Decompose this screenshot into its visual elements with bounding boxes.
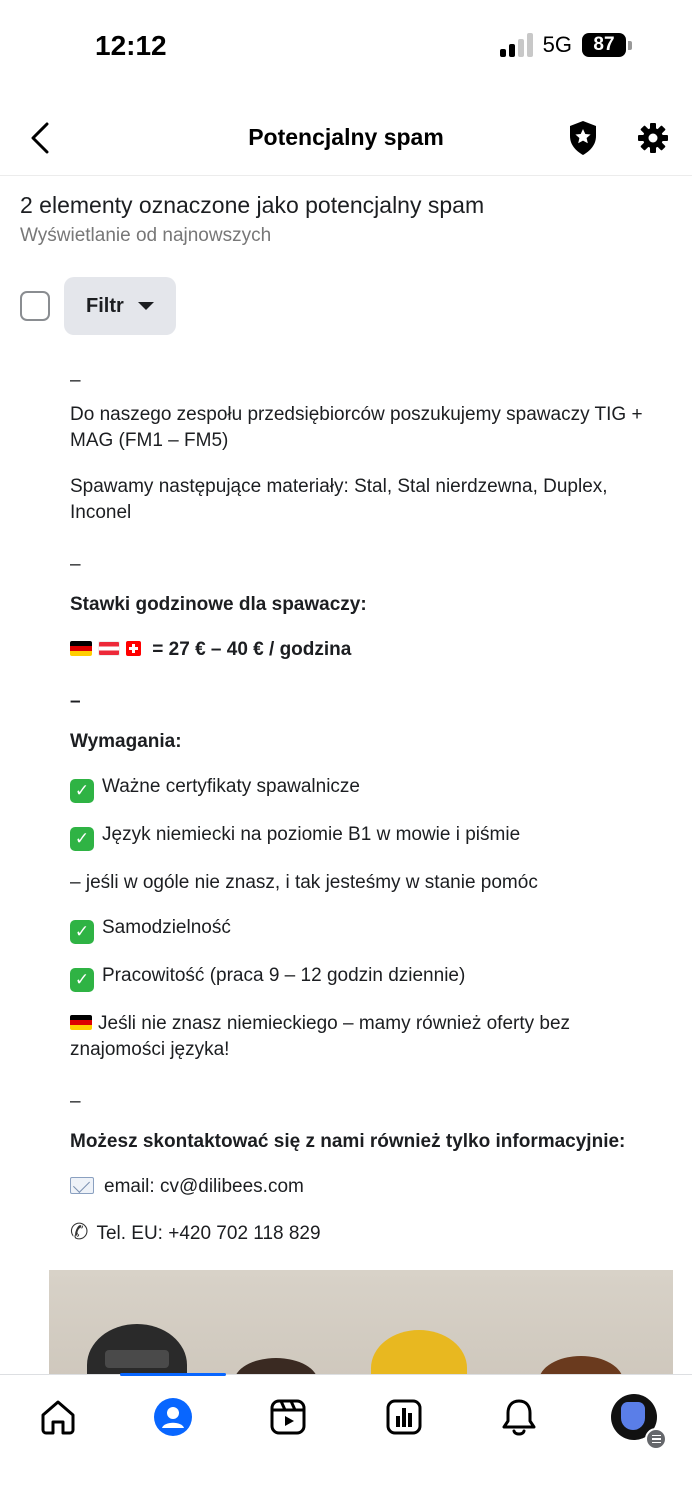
top-bar [0,100,692,176]
spam-summary [20,192,484,247]
requirement-item [70,963,670,992]
privacy-shortcut-button[interactable] [564,118,602,158]
nav-friends[interactable] [143,1393,203,1441]
summary-title: 2 elementy oznaczone jako potencjalny spam [20,192,485,218]
reels-icon [269,1398,307,1436]
germany-flag-icon [70,1015,92,1030]
signal-icon [500,33,533,57]
settings-button[interactable] [634,118,672,158]
rates-value: = 27 € – 40 € / godzina [152,639,352,660]
phone-text: Tel. EU: +420 702 118 829 [96,1223,321,1244]
requirement-item [70,822,670,851]
profile-avatar [611,1394,657,1440]
network-type: 5G [542,32,572,57]
requirement-text: Ważne certyfikaty spawalnicze [102,776,361,797]
battery-level: 87 [582,33,626,57]
status-indicators [500,32,632,58]
no-german-text: Jeśli nie znasz niemieckiego – mamy również oferty bez znajomości języka! [70,1013,571,1060]
bottom-navigation [0,1374,692,1500]
austria-flag-icon [98,641,120,656]
professional-dashboard-icon [385,1398,423,1436]
nav-professional-dashboard[interactable] [374,1393,434,1441]
requirement-note: – jeśli w ogóle nie znasz, i tak jesteśmy w stanie pomóc [70,872,538,893]
welder-helmet-figure [87,1324,187,1376]
contact-email [70,1174,670,1200]
post-materials: Spawamy następujące materiały: Stal, Stal nierdzewna, Duplex, Inconel [70,476,608,523]
requirement-text: Samodzielność [102,917,231,938]
switzerland-flag-icon [126,641,141,656]
shield-star-icon [567,120,599,156]
nav-profile-menu[interactable] [604,1393,664,1441]
filter-label: Filtr [86,294,124,317]
envelope-icon [70,1177,94,1194]
status-time: 12:12 [95,30,167,61]
post-intro: Do naszego zespołu przedsiębiorców poszukujemy spawaczy TIG + MAG (FM1 – FM5) [70,404,643,451]
separator: – [70,691,81,712]
rates-line [70,637,670,663]
select-all-checkbox[interactable] [20,291,50,321]
requirement-item [70,915,670,944]
no-german-note [70,1011,670,1063]
contact-phone [70,1219,670,1247]
hard-hat-figure [371,1330,467,1376]
telephone-icon: ✆ [70,1219,89,1244]
nav-notifications[interactable] [489,1393,549,1441]
caret-down-icon [138,302,154,310]
active-tab-indicator [120,1373,226,1376]
contact-heading: Możesz skontaktować się z nami również tylko informacyjnie: [70,1131,626,1152]
check-mark-icon: ✓ [70,920,94,944]
requirement-text: Pracowitość (praca 9 – 12 godzin dziennie) [102,965,466,986]
germany-flag-icon [70,641,92,656]
post-image[interactable] [49,1270,673,1376]
page-title: Potencjalny spam [248,124,444,150]
friends-icon [153,1397,193,1437]
check-mark-icon: ✓ [70,827,94,851]
sort-order-label: Wyświetlanie od najnowszych [20,225,272,246]
separator: – [70,370,81,391]
notifications-bell-icon [500,1397,538,1437]
status-bar [0,0,692,96]
check-mark-icon: ✓ [70,968,94,992]
battery-icon [582,33,632,57]
rates-heading: Stawki godzinowe dla spawaczy: [70,594,367,615]
post-content [70,360,670,1247]
gear-icon [637,122,669,154]
nav-home[interactable] [28,1393,88,1441]
nav-reels[interactable] [258,1393,318,1441]
requirements-heading: Wymagania: [70,731,182,752]
filter-row [20,277,176,335]
menu-icon [645,1428,667,1450]
home-icon [39,1398,77,1436]
worker-head-figure [539,1356,623,1376]
filter-button[interactable] [64,277,176,335]
requirement-item [70,774,670,803]
check-mark-icon: ✓ [70,779,94,803]
separator: – [70,1091,81,1112]
email-text: email: cv@dilibees.com [104,1176,304,1197]
requirement-text: Język niemiecki na poziomie B1 w mowie i piśmie [102,824,521,845]
separator: – [70,554,81,575]
